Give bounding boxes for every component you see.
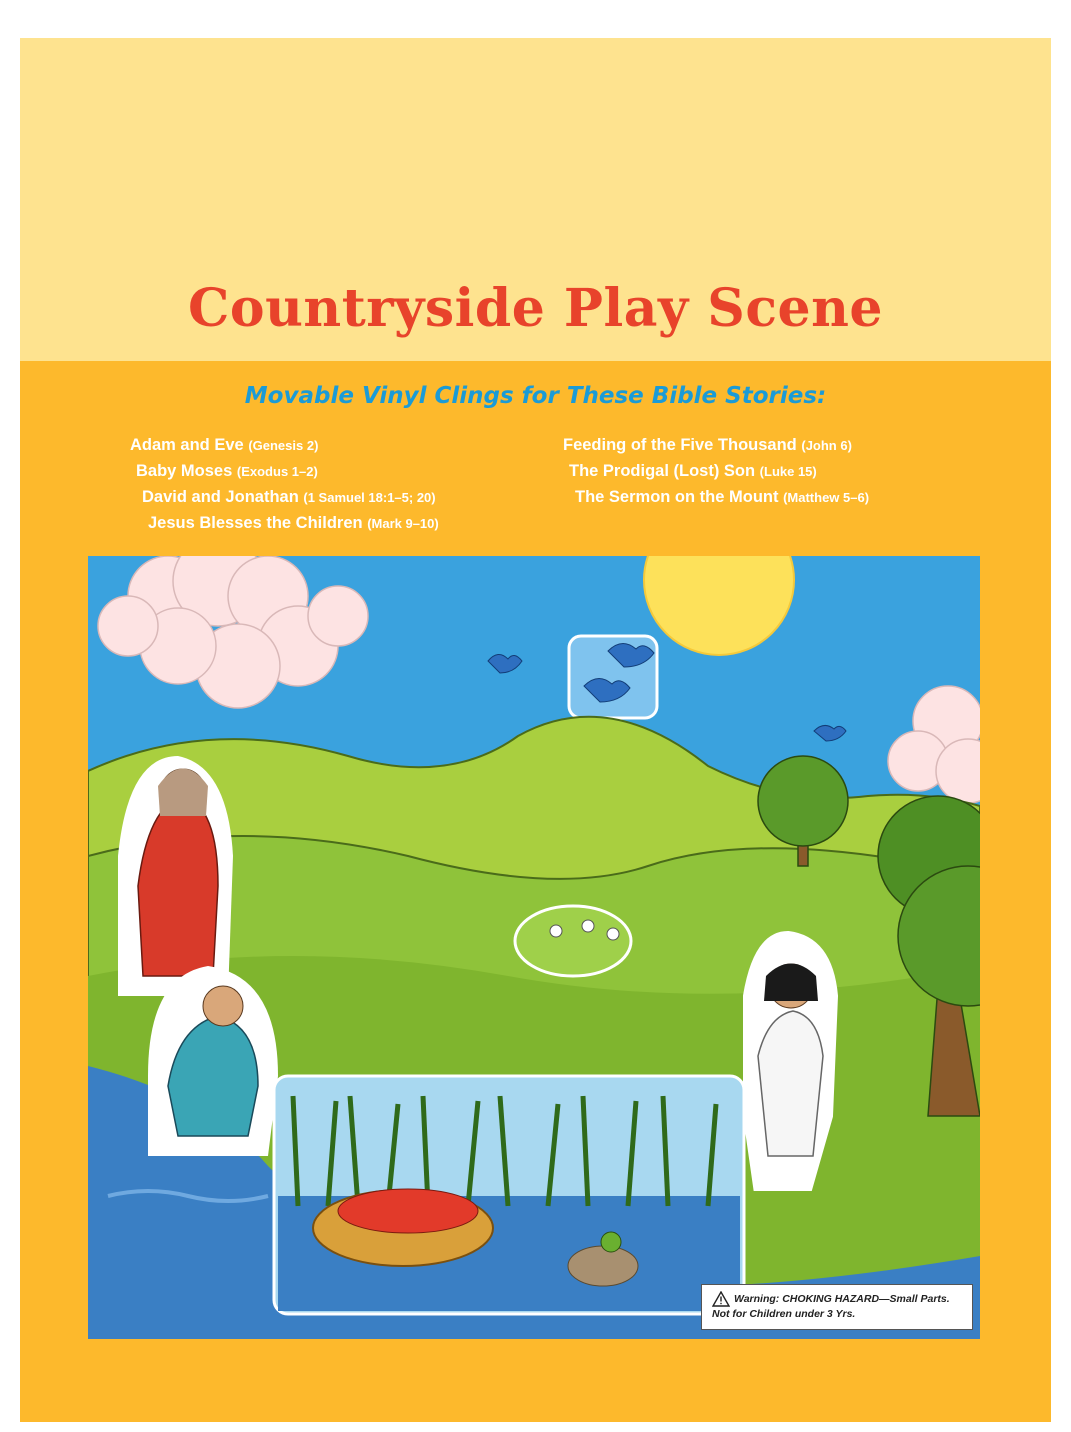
product-cover bbox=[20, 38, 1051, 1422]
rock bbox=[568, 1246, 638, 1286]
warning-line-2: Not for Children under 3 Yrs. bbox=[712, 1308, 856, 1320]
woman-figure-cling bbox=[118, 756, 233, 996]
story-list bbox=[20, 436, 1051, 546]
story-item: David and Jonathan (1 Samuel 18:1–5; 20) bbox=[142, 488, 436, 506]
warning-line-1: Warning: CHOKING HAZARD—Small Parts. bbox=[734, 1292, 950, 1305]
story-item: Adam and Eve (Genesis 2) bbox=[130, 436, 319, 454]
story-item: The Prodigal (Lost) Son (Luke 15) bbox=[569, 462, 817, 480]
story-item: Baby Moses (Exodus 1–2) bbox=[136, 462, 318, 480]
frog-icon bbox=[601, 1232, 621, 1252]
play-scene-illustration bbox=[88, 556, 980, 1339]
story-item: The Sermon on the Mount (Matthew 5–6) bbox=[575, 488, 870, 506]
flower-patch bbox=[515, 906, 631, 976]
story-item: Feeding of the Five Thousand (John 6) bbox=[563, 436, 852, 454]
page-title: Countryside Play Scene bbox=[188, 278, 883, 339]
subtitle: Movable Vinyl Clings for These Bible Stories: bbox=[244, 383, 827, 409]
warning-icon bbox=[712, 1291, 730, 1307]
princess-figure-cling bbox=[748, 936, 833, 1186]
choking-hazard-warning bbox=[701, 1284, 973, 1330]
story-item: Jesus Blesses the Children (Mark 9–10) bbox=[148, 514, 439, 532]
